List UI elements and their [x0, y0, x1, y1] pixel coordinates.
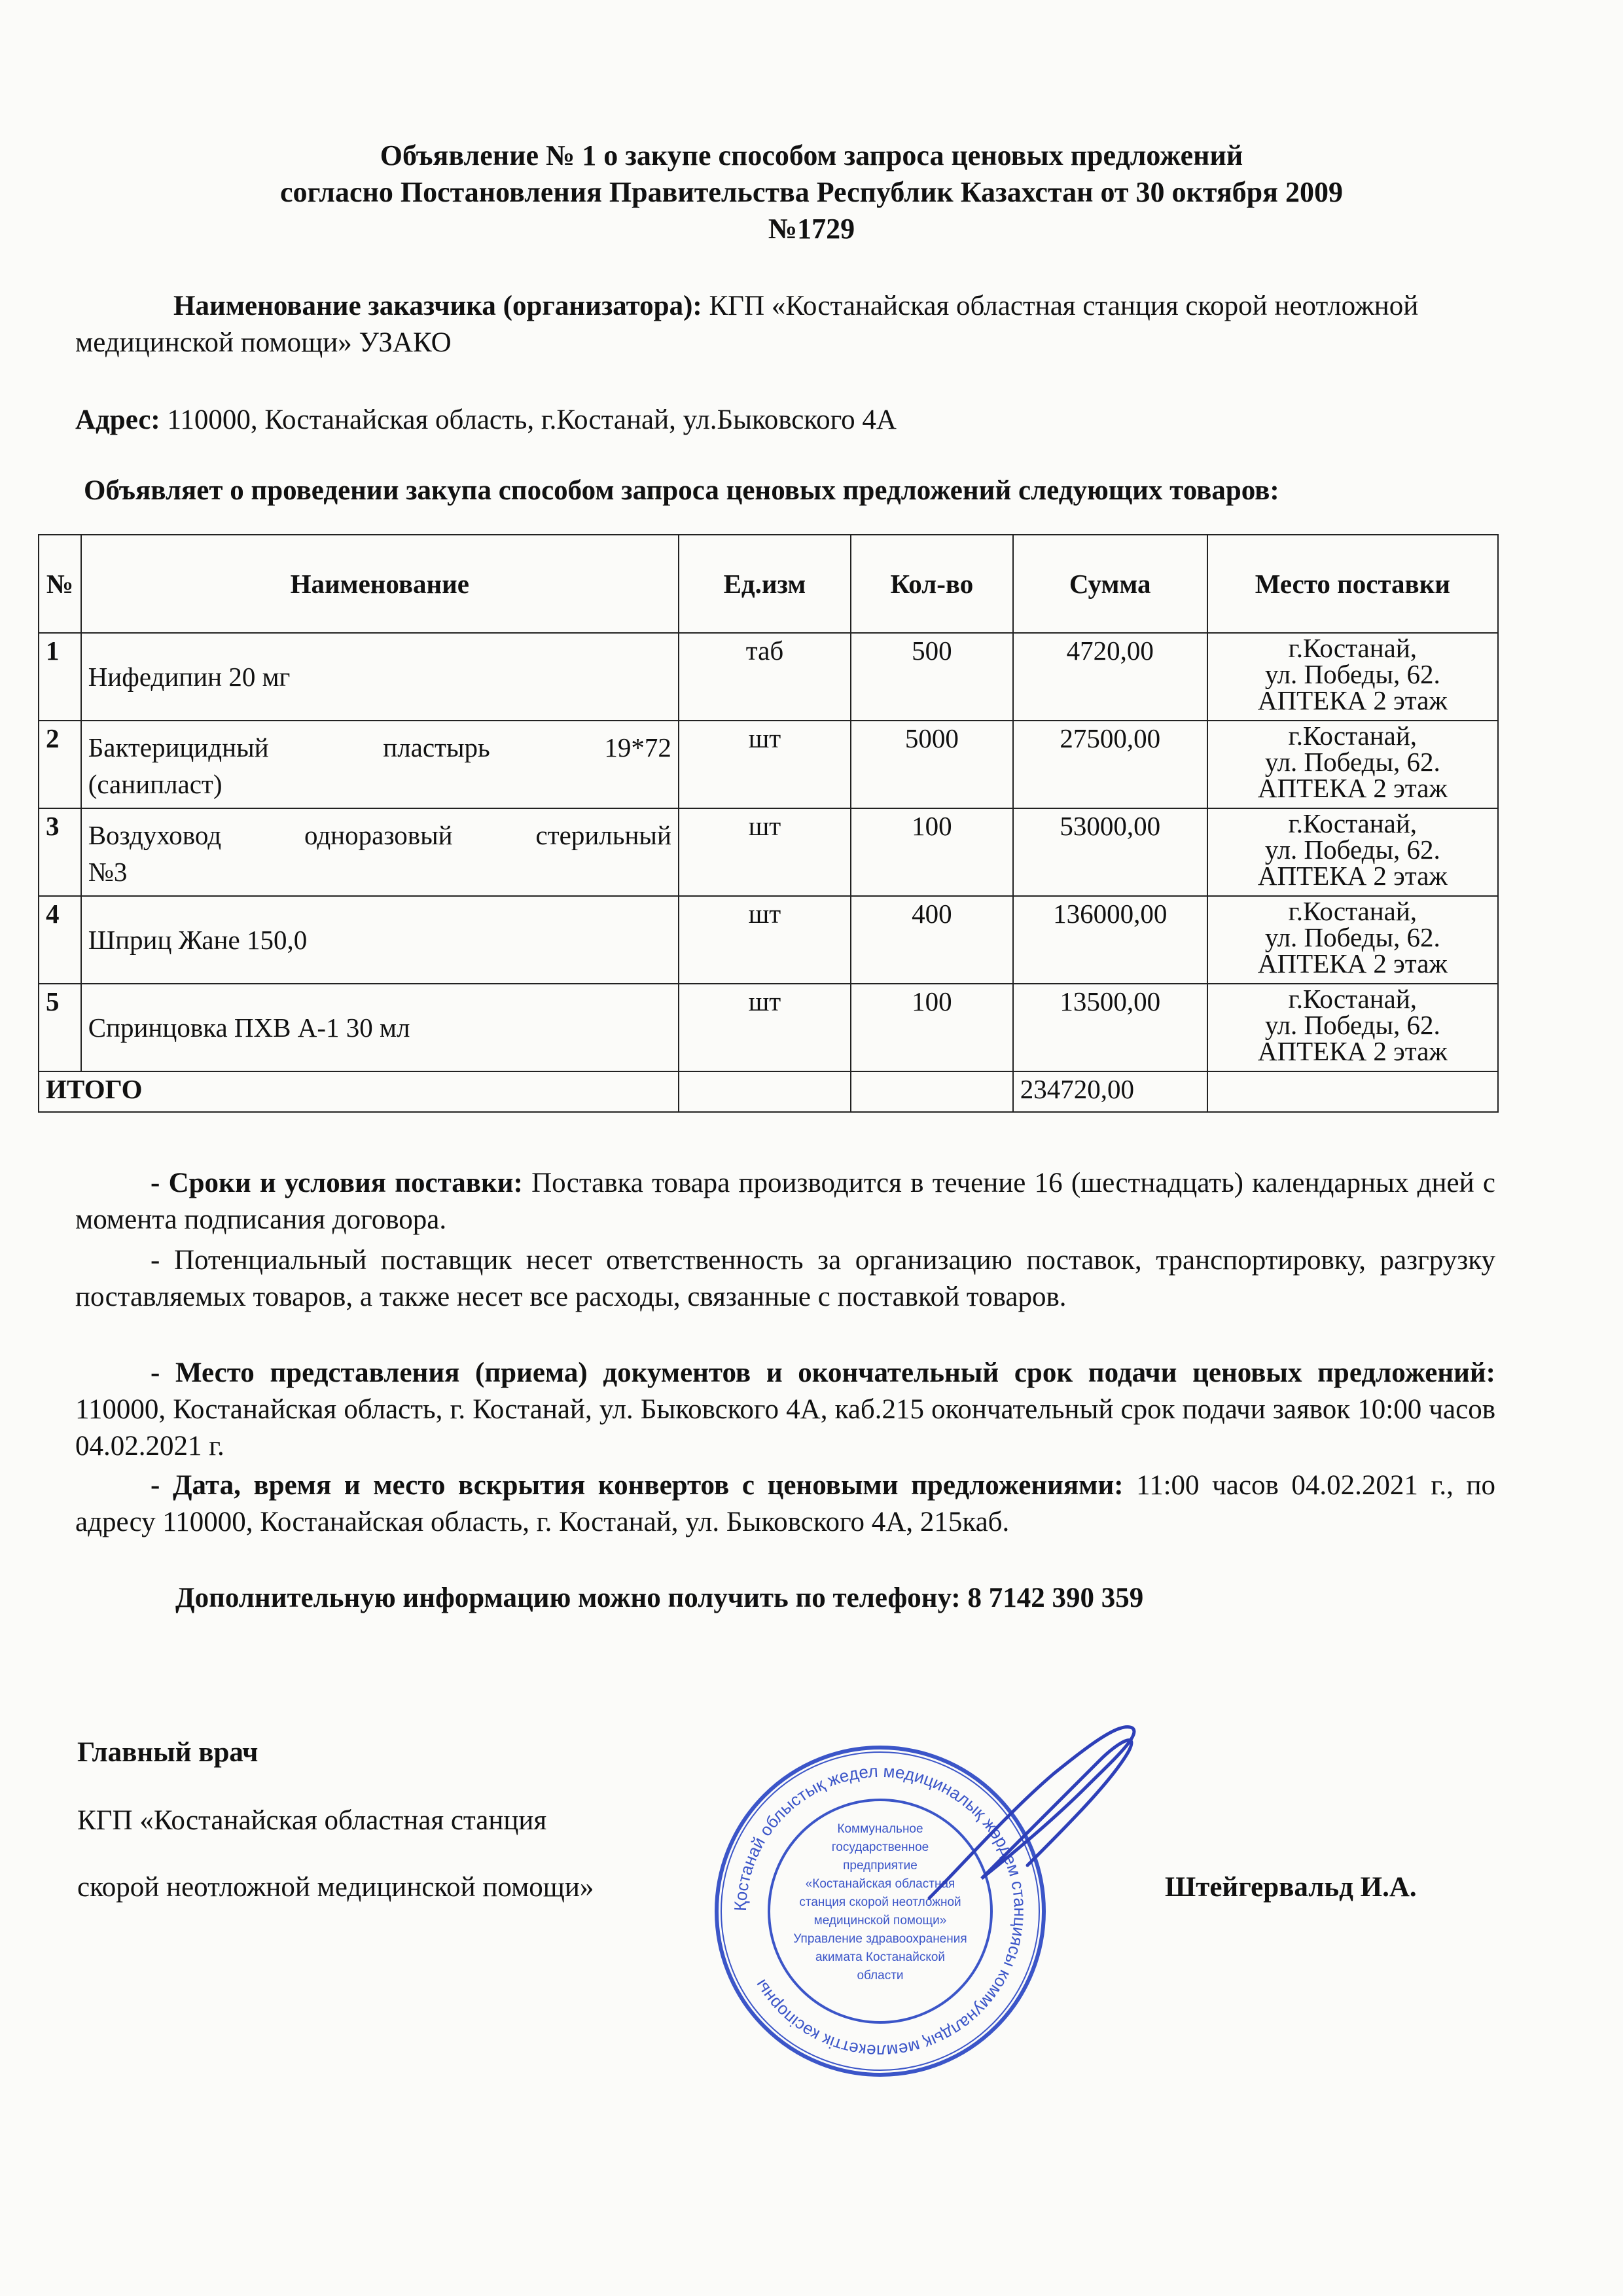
row-qty: 500 [851, 633, 1013, 721]
place-pharmacy: АПТЕКА 2 этаж [1257, 773, 1448, 803]
row-unit: шт [679, 984, 851, 1071]
stamp-ring-text: Қостанай облыстық жедел медициналық жәрдем станциясы коммуналдық мемлекеттік кәсіпорны [730, 1761, 1031, 2062]
total-empty-qty [851, 1071, 1013, 1112]
table-total-row [39, 1071, 1498, 1112]
row-qty: 100 [851, 984, 1013, 1071]
document-title [65, 137, 1558, 247]
term-delivery [75, 1165, 1495, 1238]
signer-org-line-2: скорой неотложной медицинской помощи» [77, 1872, 594, 1903]
handwritten-signature [903, 1702, 1152, 1918]
row-qty: 5000 [851, 721, 1013, 808]
table-row [39, 896, 1498, 984]
header-place: Место поставки [1207, 535, 1498, 633]
place-pharmacy: АПТЕКА 2 этаж [1257, 1036, 1448, 1066]
term-opening-value: 11:00 часов 04.02.2021 г., по адресу 110000, Костанайская область, г. Костанай, ул. Быковского 4А, 215каб. [75, 1470, 1495, 1537]
row-unit: таб [679, 633, 851, 721]
place-city: г.Костанай, [1288, 633, 1418, 663]
row-place [1207, 721, 1498, 808]
row-qty: 100 [851, 808, 1013, 896]
stamp-center-line: медицинской помощи» [813, 1914, 947, 1928]
row-name-line-2: №3 [88, 857, 128, 887]
row-sum: 136000,00 [1013, 896, 1207, 984]
signer-position: Главный врач [77, 1737, 259, 1768]
row-name: Спринцовка ПХВ А-1 30 мл [81, 984, 679, 1071]
table-row [39, 633, 1498, 721]
stamp-center-line: государственное [831, 1840, 929, 1854]
address-block [75, 402, 1495, 439]
table-row [39, 984, 1498, 1071]
header-qty: Кол-во [851, 535, 1013, 633]
header-unit: Ед.изм [679, 535, 851, 633]
customer-label: Наименование заказчика (организатора): [173, 291, 702, 321]
row-num: 4 [39, 896, 81, 984]
place-pharmacy: АПТЕКА 2 этаж [1257, 948, 1448, 978]
term-opening [75, 1467, 1495, 1541]
row-sum: 27500,00 [1013, 721, 1207, 808]
place-street: ул. Победы, 62. [1264, 1010, 1440, 1040]
row-name-line-1: Бактерицидный пластырь 19*72 [88, 732, 671, 762]
row-unit: шт [679, 896, 851, 984]
signature-stroke [929, 1727, 1134, 1898]
term-documents-value: 110000, Костанайская область, г. Костанай, ул. Быковского 4А, каб.215 окончательный срок подачи заявок 10:00 часов 04.02.2021 г. [75, 1394, 1495, 1462]
total-label: ИТОГО [39, 1071, 679, 1112]
table-header-row [39, 535, 1498, 633]
customer-block [75, 288, 1495, 361]
term-documents-label: - Место представления (приема) документов и окончательный срок подачи ценовых предложений: [151, 1357, 1495, 1388]
header-num: № [39, 535, 81, 633]
signer-name: Штейгервальд И.А. [1165, 1872, 1417, 1903]
contact-info: Дополнительную информацию можно получить по телефону: 8 7142 390 359 [175, 1583, 1144, 1613]
row-name: Шприц Жане 150,0 [81, 896, 679, 984]
stamp-center-line: Управление здравоохранения [793, 1932, 967, 1946]
term-documents [75, 1355, 1495, 1465]
term-delivery-label: - Сроки и условия поставки: [151, 1168, 523, 1198]
title-line-3: №1729 [768, 213, 855, 245]
row-num: 2 [39, 721, 81, 808]
term-opening-label: - Дата, время и место вскрытия конвертов с ценовыми предложениями: [151, 1470, 1124, 1501]
place-street: ул. Победы, 62. [1264, 922, 1440, 952]
place-street: ул. Победы, 62. [1264, 659, 1440, 689]
place-city: г.Костанай, [1288, 984, 1418, 1014]
announce-text: Объявляет о проведении закупа способом запроса ценовых предложений следующих товаров: [84, 475, 1279, 506]
title-line-1: Объявление № 1 о закупе способом запроса ценовых предложений [380, 139, 1243, 171]
stamp-center-line: Коммунальное [837, 1822, 923, 1836]
row-name-line-1: Воздуховод одноразовый стерильный [88, 820, 671, 850]
row-sum: 13500,00 [1013, 984, 1207, 1071]
row-place [1207, 896, 1498, 984]
term-responsibility: - Потенциальный поставщик несет ответственность за организацию поставок, транспортировку, разгрузку поставляемых товаров, а также несет все расходы, связанные с поставкой товаров. [75, 1245, 1495, 1312]
customer-value: КГП «Костанайская областная станция скорой неотложной медицинской помощи» УЗАКО [75, 291, 1419, 358]
row-sum: 53000,00 [1013, 808, 1207, 896]
goods-table [38, 534, 1499, 1113]
row-name-line-2: (санипласт) [88, 769, 223, 799]
place-city: г.Костанай, [1288, 808, 1418, 838]
stamp-center-line: «Костанайская областная [805, 1877, 955, 1891]
place-pharmacy: АПТЕКА 2 этаж [1257, 685, 1448, 715]
table-row [39, 808, 1498, 896]
row-num: 1 [39, 633, 81, 721]
header-name: Наименование [81, 535, 679, 633]
signer-org-line-1: КГП «Костанайская областная станция [77, 1805, 547, 1836]
total-empty-place [1207, 1071, 1498, 1112]
address-label: Адрес: [75, 404, 160, 435]
table-row [39, 721, 1498, 808]
total-empty-unit [679, 1071, 851, 1112]
row-name: Нифедипин 20 мг [81, 633, 679, 721]
stamp-center-line: станция скорой неотложной [799, 1895, 961, 1909]
stamp-center-line: области [857, 1969, 904, 1982]
row-place [1207, 633, 1498, 721]
row-place [1207, 808, 1498, 896]
place-city: г.Костанай, [1288, 721, 1418, 751]
title-line-2: согласно Постановления Правительства Республик Казахстан от 30 октября 2009 [280, 176, 1343, 208]
address-value: 110000, Костанайская область, г.Костанай, ул.Быковского 4А [160, 404, 897, 435]
place-street: ул. Победы, 62. [1264, 747, 1440, 777]
row-qty: 400 [851, 896, 1013, 984]
stamp-center-line: предприятие [843, 1859, 918, 1873]
row-num: 3 [39, 808, 81, 896]
header-sum: Сумма [1013, 535, 1207, 633]
total-sum: 234720,00 [1013, 1071, 1207, 1112]
term-delivery-value: Поставка товара производится в течение 16 (шестнадцать) календарных дней с момента подписания договора. [75, 1168, 1495, 1235]
row-name [81, 721, 679, 808]
row-unit: шт [679, 721, 851, 808]
stamp-center-line: акимата Костанайской [815, 1950, 946, 1964]
row-place [1207, 984, 1498, 1071]
row-num: 5 [39, 984, 81, 1071]
row-unit: шт [679, 808, 851, 896]
row-name [81, 808, 679, 896]
place-city: г.Костанай, [1288, 896, 1418, 926]
row-sum: 4720,00 [1013, 633, 1207, 721]
place-street: ул. Победы, 62. [1264, 834, 1440, 865]
place-pharmacy: АПТЕКА 2 этаж [1257, 861, 1448, 891]
